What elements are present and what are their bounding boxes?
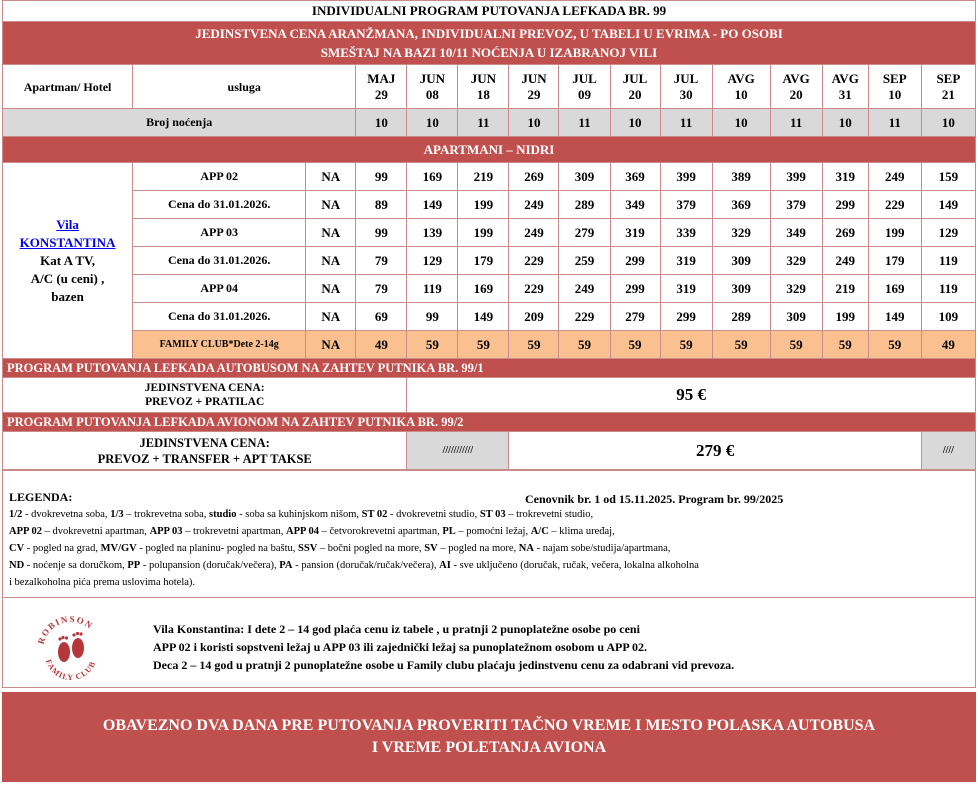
price-cell: 169 (458, 275, 509, 303)
legend-line (9, 574, 969, 591)
price-cell: 379 (660, 191, 712, 219)
price-cell: 219 (458, 163, 509, 191)
date-header-6 (660, 65, 712, 109)
legend-segment: PP (127, 560, 141, 571)
plane-filler-left: /////////// (407, 432, 509, 470)
price-cell: 59 (660, 331, 712, 359)
legend-segment: – klima uređaj, (548, 526, 615, 537)
price-cell: 169 (868, 275, 921, 303)
price-cell: 289 (559, 191, 610, 219)
price-cell: 249 (559, 275, 610, 303)
legend-segment: APP 04 (286, 526, 320, 537)
price-cell: 109 (921, 303, 975, 331)
price-rows (3, 163, 976, 359)
legend-segment: - sve uključeno (doručak, ručak, večera, lokalna alkoholna (450, 560, 699, 571)
legend-segment: studio (209, 509, 237, 520)
date-header-row (3, 65, 976, 109)
legend-segment: – trokrevetni studio, (505, 509, 594, 520)
meal-plan: NA (306, 247, 356, 275)
villa-desc: Kat A TV, (40, 252, 95, 268)
villa-desc: A/C (u ceni) , (30, 270, 105, 286)
price-cell: 159 (921, 163, 975, 191)
legend-line (9, 506, 969, 523)
price-cell: 289 (712, 303, 770, 331)
price-cell: 329 (712, 219, 770, 247)
date-header-0 (356, 65, 407, 109)
date-month: SEP (882, 70, 907, 86)
plane-label-line-2: PREVOZ + TRANSFER + APT TAKSE (97, 451, 312, 466)
legend (2, 470, 976, 598)
legend-segment: ND (9, 560, 25, 571)
price-cell: 339 (660, 219, 712, 247)
row-label: Cena do 31.01.2026. (133, 303, 306, 331)
price-cell: 59 (822, 331, 868, 359)
price-cell: 99 (356, 219, 407, 247)
legend-segment: AI (439, 560, 451, 571)
price-cell: 229 (509, 247, 559, 275)
price-cell: 149 (458, 303, 509, 331)
price-cell: 279 (559, 219, 610, 247)
subtitle-line-2: SMEŠTAJ NA BAZI 10/11 NOĆENJA U IZABRANOJ VILI (320, 45, 658, 60)
date-month: JUL (622, 70, 648, 86)
date-day: 10 (734, 86, 748, 102)
date-header-5 (610, 65, 660, 109)
nights-value: 10 (356, 109, 407, 137)
price-cell: 59 (509, 331, 559, 359)
price-cell: 199 (868, 219, 921, 247)
family-note-2: APP 02 i koristi sopstveni ležaj u APP 03 ili zajednički ležaj sa punoplatežnom osobom u APP 02. (153, 640, 648, 654)
price-cell: 369 (712, 191, 770, 219)
legend-segment: CV (9, 543, 25, 554)
legend-segment: ST 03 (479, 509, 506, 520)
price-cell: 299 (822, 191, 868, 219)
nights-value: 11 (770, 109, 822, 137)
legend-segment: 1/2 (9, 509, 23, 520)
section-title: APARTMANI – NIDRI (3, 137, 976, 163)
nights-label: Broj noćenja (3, 109, 356, 137)
price-cell: 309 (770, 303, 822, 331)
price-cell: 59 (712, 331, 770, 359)
table-row (3, 191, 976, 219)
price-cell: 119 (407, 275, 458, 303)
legend-segment: – trokrevetni apartman, (182, 526, 287, 537)
price-cell: 279 (610, 303, 660, 331)
bus-label (3, 378, 407, 413)
price-cell: 259 (559, 247, 610, 275)
meal-plan: NA (306, 275, 356, 303)
legend-segment: - pogled na grad, (24, 543, 101, 554)
price-cell: 49 (356, 331, 407, 359)
date-day: 20 (789, 86, 803, 102)
date-month: JUN (521, 70, 547, 86)
service-header: usluga (133, 65, 356, 109)
legend-segment: MV/GV (100, 543, 137, 554)
date-day: 29 (527, 86, 541, 102)
subtitle (3, 22, 976, 65)
apartment-header: Apartman/ Hotel (3, 65, 133, 109)
date-header-11 (921, 65, 975, 109)
price-cell: 389 (712, 163, 770, 191)
row-label: APP 04 (133, 275, 306, 303)
nights-value: 10 (822, 109, 868, 137)
plane-program-title: PROGRAM PUTOVANJA LEFKADA AVIONOM NA ZAHTEV PUTNIKA BR. 99/2 (3, 413, 976, 432)
svg-text:ROBINSON: ROBINSON (35, 613, 96, 646)
nights-value: 11 (458, 109, 509, 137)
legend-segment: - soba sa kuhinjskom nišom, (236, 509, 362, 520)
price-cell: 49 (921, 331, 975, 359)
legend-segment: – pogled na more, (437, 543, 519, 554)
nights-value: 10 (712, 109, 770, 137)
family-notes (153, 620, 734, 674)
price-cell: 139 (407, 219, 458, 247)
price-cell: 249 (868, 163, 921, 191)
price-cell: 129 (407, 247, 458, 275)
price-cell: 269 (509, 163, 559, 191)
price-cell: 149 (407, 191, 458, 219)
price-list-document (2, 0, 976, 810)
price-cell: 249 (822, 247, 868, 275)
meal-plan: NA (306, 303, 356, 331)
date-header-2 (458, 65, 509, 109)
price-cell: 299 (660, 303, 712, 331)
date-month: JUL (673, 70, 699, 86)
price-cell: 199 (458, 219, 509, 247)
price-cell: 319 (610, 219, 660, 247)
price-cell: 79 (356, 247, 407, 275)
price-cell: 99 (356, 163, 407, 191)
table-row (3, 247, 976, 275)
price-cell: 349 (610, 191, 660, 219)
price-table (2, 0, 976, 470)
price-cell: 59 (407, 331, 458, 359)
legend-segment: – bočni pogled na more, (317, 543, 425, 554)
price-cell: 309 (712, 247, 770, 275)
date-header-4 (559, 65, 610, 109)
price-cell: 379 (770, 191, 822, 219)
legend-segment: - pogled na planinu- pogled na baštu, (136, 543, 299, 554)
plane-price: 279 € (509, 432, 921, 470)
nights-value: 11 (559, 109, 610, 137)
plane-filler-right: //// (921, 432, 975, 470)
legend-segment: - dvokrevetna soba, (22, 509, 111, 520)
date-month: AVG (727, 70, 755, 86)
nights-value: 10 (921, 109, 975, 137)
price-cell: 99 (407, 303, 458, 331)
bus-label-line-2: PREVOZ + PRATILAC (145, 396, 265, 408)
nights-value: 11 (868, 109, 921, 137)
legend-segment: PL (442, 526, 456, 537)
date-header-1 (407, 65, 458, 109)
price-cell: 399 (770, 163, 822, 191)
date-day: 20 (628, 86, 642, 102)
legend-segment: SSV (298, 543, 318, 554)
price-cell: 79 (356, 275, 407, 303)
price-cell: 209 (509, 303, 559, 331)
legend-segment: SV (424, 543, 438, 554)
legend-line (9, 540, 969, 557)
date-day: 08 (425, 86, 439, 102)
date-month: JUN (470, 70, 497, 86)
row-label: Cena do 31.01.2026. (133, 191, 306, 219)
svg-text:FAMILY CLUB: FAMILY CLUB (43, 658, 98, 683)
price-cell: 369 (610, 163, 660, 191)
date-month: AVG (831, 70, 859, 86)
legend-segment: APP 03 (149, 526, 183, 537)
legend-title: LEGENDA: (9, 490, 73, 504)
plane-label-line-1: JEDINSTVENA CENA: (139, 435, 270, 450)
date-month: JUN (419, 70, 445, 86)
bottom-notice (2, 692, 976, 782)
price-cell: 59 (458, 331, 509, 359)
price-cell: 59 (559, 331, 610, 359)
subtitle-line-1: JEDINSTVENA CENA ARANŽMANA, INDIVIDUALNI PREVOZ, U TABELI U EVRIMA - PO OSOBI (195, 26, 783, 41)
legend-line (9, 523, 969, 540)
bus-price: 95 € (407, 378, 976, 413)
legend-segment: – pomoćni ležaj, (455, 526, 531, 537)
row-label: Cena do 31.01.2026. (133, 247, 306, 275)
family-note-3: Deca 2 – 14 god u pratnji 2 punoplatežne osobe u Family clubu plaćaju jedinstvenu cenu za odabrani vid prevoza. (153, 658, 735, 672)
table-row (3, 303, 976, 331)
legend-segment: - dvokrevetni studio, (387, 509, 480, 520)
legend-segment: - pansion (doručak/ručak/večera), (292, 560, 440, 571)
price-cell: 199 (458, 191, 509, 219)
price-cell: 229 (868, 191, 921, 219)
price-cell: 59 (770, 331, 822, 359)
date-day: 31 (838, 86, 852, 102)
nights-value: 10 (509, 109, 559, 137)
robinson-family-club-logo (31, 608, 111, 688)
legend-segment: 1/3 (110, 509, 124, 520)
villa-desc: bazen (51, 288, 84, 304)
price-cell: 199 (822, 303, 868, 331)
bus-program-title: PROGRAM PUTOVANJA LEFKADA AUTOBUSOM NA ZAHTEV PUTNIKA BR. 99/1 (3, 359, 976, 378)
price-cell: 319 (822, 163, 868, 191)
nights-value: 11 (660, 109, 712, 137)
meal-plan: NA (306, 191, 356, 219)
date-header-7 (712, 65, 770, 109)
family-note-1: Vila Konstantina: I dete 2 – 14 god plaća cenu iz tabele , u pratnji 2 punoplatežne osobe po ceni (153, 622, 640, 636)
date-header-10 (868, 65, 921, 109)
date-header-8 (770, 65, 822, 109)
price-cell: 269 (822, 219, 868, 247)
family-club-row (3, 331, 976, 359)
row-label: APP 02 (133, 163, 306, 191)
table-row (3, 219, 976, 247)
date-day: 10 (888, 86, 902, 102)
legend-segment: A/C (530, 526, 549, 537)
price-cell: 179 (458, 247, 509, 275)
row-label: FAMILY CLUB*Dete 2-14g (133, 331, 306, 359)
price-cell: 59 (868, 331, 921, 359)
legend-segment: NA (518, 543, 534, 554)
date-month: SEP (936, 70, 961, 86)
family-club-box (2, 598, 976, 688)
price-cell: 319 (660, 247, 712, 275)
price-cell: 309 (712, 275, 770, 303)
date-header-3 (509, 65, 559, 109)
date-day: 18 (476, 86, 490, 102)
price-cell: 249 (509, 219, 559, 247)
nights-row (3, 109, 976, 137)
meal-plan: NA (306, 331, 356, 359)
plane-label (3, 432, 407, 470)
legend-line (9, 557, 969, 574)
villa-name-line-1: Vila (56, 216, 79, 232)
table-row (3, 275, 976, 303)
page-title: INDIVIDUALNI PROGRAM PUTOVANJA LEFKADA BR. 99 (3, 1, 976, 22)
price-cell: 129 (921, 219, 975, 247)
price-cell: 219 (822, 275, 868, 303)
price-cell: 89 (356, 191, 407, 219)
table-row (3, 163, 976, 191)
legend-segment: – dvokrevetni apartman, (41, 526, 150, 537)
legend-segment: i bezalkoholna pića prema uslovima hotela). (9, 577, 196, 588)
legend-segment: PA (279, 560, 293, 571)
meal-plan: NA (306, 219, 356, 247)
date-month: MAJ (367, 70, 396, 86)
villa-name-line-2: KONSTANTINA (19, 234, 116, 250)
legend-segment: – četvorokrevetni apartman, (319, 526, 443, 537)
price-cell: 299 (610, 247, 660, 275)
bus-label-line-1: JEDINSTVENA CENA: (144, 382, 265, 394)
price-cell: 229 (509, 275, 559, 303)
villa-name-link[interactable] (20, 217, 116, 250)
date-header-9 (822, 65, 868, 109)
legend-segment: - noćenje sa doručkom, (24, 560, 128, 571)
price-cell: 319 (660, 275, 712, 303)
price-cell: 179 (868, 247, 921, 275)
price-cell: 349 (770, 219, 822, 247)
price-cell: 309 (559, 163, 610, 191)
price-cell: 149 (868, 303, 921, 331)
legend-segment: - polupansion (doručak/večera), (140, 560, 280, 571)
bottom-notice-line-1: OBAVEZNO DVA DANA PRE PUTOVANJA PROVERITI TAČNO VREME I MESTO POLASKA AUTOBUSA (102, 717, 876, 734)
cenovnik-info: Cenovnik br. 1 od 15.11.2025. Program br. 99/2025 (525, 492, 784, 506)
row-label: APP 03 (133, 219, 306, 247)
price-cell: 169 (407, 163, 458, 191)
price-cell: 329 (770, 275, 822, 303)
legend-segment: – trokrevetna soba, (123, 509, 210, 520)
legend-segment: APP 02 (9, 526, 42, 537)
bottom-notice-line-2: I VREME POLETANJA AVIONA (371, 739, 607, 756)
price-cell: 119 (921, 247, 975, 275)
price-cell: 299 (610, 275, 660, 303)
price-cell: 149 (921, 191, 975, 219)
nights-value: 10 (407, 109, 458, 137)
price-cell: 119 (921, 275, 975, 303)
meal-plan: NA (306, 163, 356, 191)
date-day: 30 (679, 86, 693, 102)
legend-lines (9, 506, 969, 591)
villa-info (3, 163, 133, 359)
date-month: JUL (572, 70, 597, 86)
date-day: 21 (941, 86, 955, 102)
nights-value: 10 (610, 109, 660, 137)
date-day: 29 (374, 86, 388, 102)
price-cell: 329 (770, 247, 822, 275)
legend-segment: - najam sobe/studija/apartmana, (533, 543, 671, 554)
price-cell: 69 (356, 303, 407, 331)
price-cell: 249 (509, 191, 559, 219)
date-day: 09 (577, 86, 591, 102)
price-cell: 229 (559, 303, 610, 331)
price-cell: 59 (610, 331, 660, 359)
price-cell: 399 (660, 163, 712, 191)
legend-segment: ST 02 (361, 509, 388, 520)
date-month: AVG (782, 70, 810, 86)
